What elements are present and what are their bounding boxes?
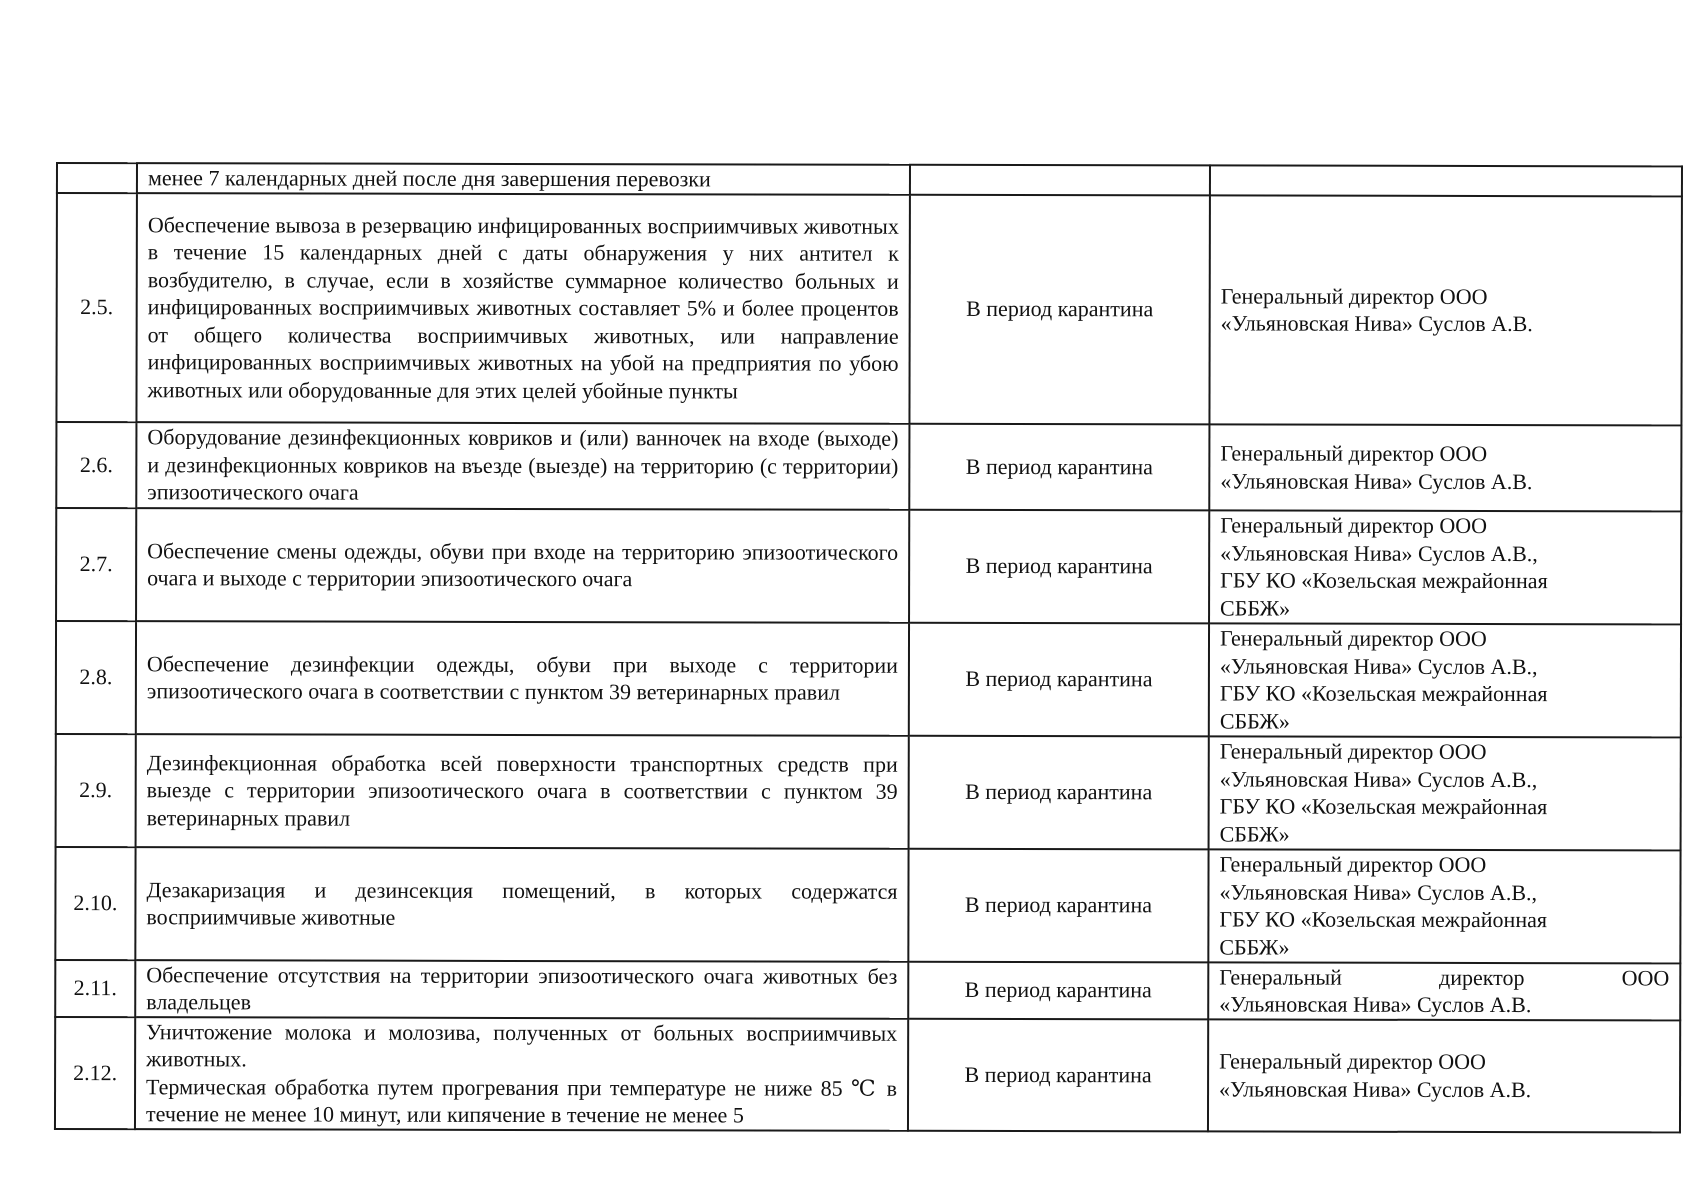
table-row [56,193,1681,425]
table-row [56,508,1681,624]
responsible-line: Генеральный директор ООО [1219,851,1487,877]
responsible-line: Генеральный директор ООО [1220,512,1488,538]
measure-period [910,165,1210,195]
measure-description: Обеспечение вывоза в резервацию инфицированных восприимчивых животных в течение 15 календарных дней с даты обнаружения у них антител к возбудителю, в случае, если в хозяйстве суммарное количество больных и инфицированных восприимчивых животных составляет 5% и более процентов от общего количества восприимчивых животных, или направление инфицированных восприимчивых животных на убой на предприятия по убою животных или оборудованные для этих целей убойные пункты [136,193,909,424]
responsible-line: Генеральный директор ООО [1219,1048,1486,1074]
table-row [56,734,1681,850]
responsible-line: СББЖ» [1219,933,1290,960]
responsible-line: ГБУ КО «Козельская межрайонная [1219,793,1548,820]
responsible-line: «Ульяновская Нива» Суслов А.В., [1219,765,1538,792]
row-number: 2.12. [55,1017,135,1129]
responsible-party [1209,424,1681,511]
responsible-line: Генеральный директор ООО [1220,440,1488,466]
measure-period: В период карантина [909,735,1209,849]
row-number: 2.8. [56,621,136,734]
responsible-party [1209,623,1681,737]
table-row [56,422,1681,511]
row-number: 2.10. [55,847,135,960]
row-number: 2.9. [56,734,136,847]
responsible-party [1208,1019,1680,1132]
table-row [55,847,1680,963]
responsible-line: Генеральный директор ООО [1219,625,1487,651]
responsible-party [1209,510,1681,624]
measure-period: В период карантина [908,961,1208,1019]
responsible-line: «Ульяновская Нива» Суслов А.В. [1220,310,1533,337]
responsible-line: «Ульяновская Нива» Суслов А.В. [1220,467,1533,494]
measure-period: В период карантина [909,423,1209,510]
responsible-party [1208,962,1680,1020]
measure-period: В период карантина [909,622,1209,736]
measure-period: В период карантина [908,1018,1208,1131]
table-row [55,1017,1680,1132]
responsible-line: СББЖ» [1220,594,1291,621]
measure-description: Оборудование дезинфекционных ковриков и (или) ванночек на входе (выходе) и дезинфекционных ковриков на въезде (выезде) на территорию (с территории) эпизоотического очага [136,422,909,510]
table-row [55,960,1680,1020]
measures-table [54,162,1683,1133]
measure-description: Обеспечение отсутствия на территории эпизоотического очага животных без владельцев [135,960,908,1019]
responsible-line: Генеральный директор ООО [1220,282,1488,309]
responsible-line: «Ульяновская Нива» Суслов А.В. [1219,991,1532,1018]
responsible-line: СББЖ» [1219,707,1290,734]
measure-period: В период карантина [909,509,1209,623]
responsible-party [1208,849,1680,963]
row-number: 2.5. [56,193,136,422]
measure-description: Обеспечение смены одежды, обуви при входе на территорию эпизоотического очага и выходе с территории эпизоотического очага [136,508,909,623]
responsible-party [1209,736,1681,850]
measure-description: Дезинфекционная обработка всей поверхности транспортных средств при выезде с территории эпизоотического очага в соответствии с пунктом 39 ветеринарных правил [136,734,909,849]
measure-description-part: Уничтожение молока и молозива, полученных от больных восприимчивых животных. [146,1018,898,1072]
measure-period: В период карантина [909,194,1209,424]
responsible-line: «Ульяновская Нива» Суслов А.В., [1219,652,1538,679]
row-number: 2.11. [55,960,135,1017]
measure-description [135,1017,908,1131]
responsible-line: «Ульяновская Нива» Суслов А.В., [1219,878,1538,905]
row-number [57,163,137,193]
measure-period: В период карантина [908,848,1208,962]
responsible-party [1210,165,1682,195]
responsible-line: ГБУ КО «Козельская межрайонная [1219,906,1548,933]
responsible-line: ГБУ КО «Козельская межрайонная [1220,567,1548,594]
responsible-line: СББЖ» [1219,820,1290,847]
table-row [56,621,1681,737]
row-number: 2.6. [56,422,136,508]
row-number: 2.7. [56,508,136,621]
measure-description: менее 7 календарных дней после дня завершения перевозки [137,163,910,194]
responsible-line: Генеральный директор ООО [1219,963,1670,990]
table-row [57,163,1682,196]
measure-description: Дезакаризация и дезинсекция помещений, в которых содержатся восприимчивые животные [135,847,908,962]
responsible-line: ГБУ КО «Козельская межрайонная [1219,680,1548,707]
responsible-line: «Ульяновская Нива» Суслов А.В., [1220,539,1538,566]
responsible-line: «Ульяновская Нива» Суслов А.В. [1219,1075,1532,1102]
responsible-party [1209,195,1681,425]
measure-description: Обеспечение дезинфекции одежды, обуви при выходе с территории эпизоотического очага в соответствии с пунктом 39 ветеринарных правил [136,621,909,736]
responsible-line: Генеральный директор ООО [1219,738,1487,764]
measure-description-part: Термическая обработка путем прогревания при температуре не ниже 85 ℃ в течение не менее 10 минут, или кипячение в течение не менее 5 [145,1073,898,1128]
